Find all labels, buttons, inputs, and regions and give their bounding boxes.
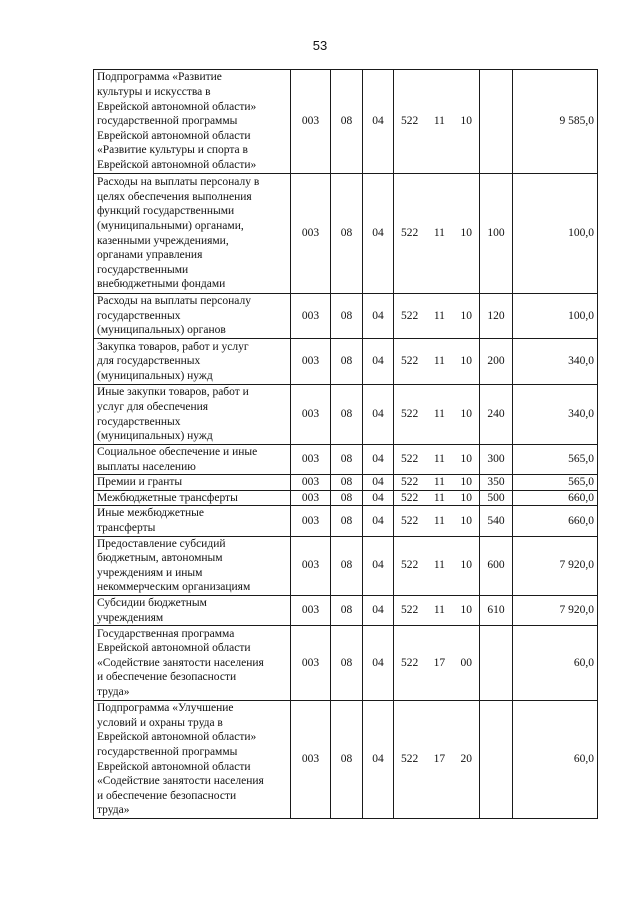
subsection-code-cell: 04	[363, 385, 394, 445]
target-article-part-1: 522	[401, 408, 419, 421]
table-row	[94, 506, 598, 536]
target-article-part-2: 11	[433, 491, 445, 504]
expense-name-cell: Межбюджетные трансферты	[94, 490, 291, 506]
target-article-part-3: 00	[460, 656, 472, 669]
target-article-part-2: 11	[433, 559, 445, 572]
grbs-code-cell: 003	[291, 339, 331, 385]
target-article-part-3: 10	[460, 604, 472, 617]
page-number: 53	[312, 38, 328, 53]
table-row	[94, 626, 598, 701]
expense-name-cell: Иные закупки товаров, работ и услуг для обеспечения государственных (муниципальных) нужд	[94, 385, 291, 445]
section-code-cell: 08	[331, 536, 363, 595]
expense-name-cell: Премии и гранты	[94, 475, 291, 491]
target-article-part-2: 17	[433, 753, 446, 766]
table-row	[94, 174, 598, 294]
expense-type-cell: 240	[480, 385, 513, 445]
target-article-part-2: 11	[433, 453, 445, 466]
target-article-cell	[394, 385, 480, 445]
expense-name-cell: Расходы на выплаты персоналу государственных (муниципальных) органов	[94, 294, 291, 339]
table-row	[94, 70, 598, 174]
subsection-code-cell: 04	[363, 174, 394, 294]
grbs-code-cell: 003	[291, 536, 331, 595]
target-article-part-2: 11	[433, 227, 445, 240]
expense-type-cell	[480, 626, 513, 701]
target-article-part-2: 11	[433, 514, 445, 527]
table-row	[94, 536, 598, 595]
expense-type-cell: 120	[480, 294, 513, 339]
target-article-part-2: 11	[433, 604, 445, 617]
expense-type-cell	[480, 701, 513, 819]
target-article-part-2: 11	[433, 355, 445, 368]
subsection-code-cell: 04	[363, 445, 394, 475]
expense-type-cell: 500	[480, 490, 513, 506]
table-row	[94, 445, 598, 475]
table-row	[94, 475, 598, 491]
target-article-cell	[394, 595, 480, 625]
amount-cell: 100,0	[513, 174, 598, 294]
expense-type-cell: 540	[480, 506, 513, 536]
target-article-part-1: 522	[401, 227, 419, 240]
section-code-cell: 08	[331, 506, 363, 536]
subsection-code-cell: 04	[363, 701, 394, 819]
section-code-cell: 08	[331, 475, 363, 491]
expense-type-cell: 200	[480, 339, 513, 385]
expense-name-cell: Социальное обеспечение и иные выплаты населению	[94, 445, 291, 475]
grbs-code-cell: 003	[291, 506, 331, 536]
amount-cell: 565,0	[513, 445, 598, 475]
target-article-part-1: 522	[401, 476, 419, 489]
table-row	[94, 490, 598, 506]
grbs-code-cell: 003	[291, 294, 331, 339]
target-article-part-2: 17	[433, 656, 446, 669]
subsection-code-cell: 04	[363, 506, 394, 536]
target-article-part-2: 11	[433, 408, 445, 421]
target-article-cell	[394, 506, 480, 536]
target-article-part-3: 10	[460, 491, 472, 504]
section-code-cell: 08	[331, 490, 363, 506]
target-article-part-2: 11	[433, 115, 445, 128]
target-article-cell	[394, 445, 480, 475]
expense-type-cell: 350	[480, 475, 513, 491]
target-article-part-1: 522	[401, 309, 419, 322]
expense-type-cell: 100	[480, 174, 513, 294]
table-body	[94, 70, 598, 819]
target-article-part-3: 10	[460, 476, 472, 489]
subsection-code-cell: 04	[363, 490, 394, 506]
amount-cell: 60,0	[513, 701, 598, 819]
section-code-cell: 08	[331, 445, 363, 475]
amount-cell: 565,0	[513, 475, 598, 491]
expense-name-cell: Расходы на выплаты персоналу в целях обеспечения выполнения функций государственными (муниципальными) органами, казенными учреждениями, органами управления государственными внебюджетными фондами	[94, 174, 291, 294]
grbs-code-cell: 003	[291, 475, 331, 491]
target-article-cell	[394, 339, 480, 385]
target-article-part-3: 10	[460, 115, 472, 128]
table-row	[94, 339, 598, 385]
target-article-part-1: 522	[401, 559, 419, 572]
target-article-part-3: 20	[460, 753, 472, 766]
amount-cell: 100,0	[513, 294, 598, 339]
section-code-cell: 08	[331, 294, 363, 339]
subsection-code-cell: 04	[363, 536, 394, 595]
target-article-cell	[394, 174, 480, 294]
expense-type-cell	[480, 70, 513, 174]
target-article-part-1: 522	[401, 453, 419, 466]
section-code-cell: 08	[331, 595, 363, 625]
target-article-part-3: 10	[460, 514, 472, 527]
subsection-code-cell: 04	[363, 475, 394, 491]
expense-name-cell: Подпрограмма «Улучшение условий и охраны труда в Еврейской автономной области» государственной программы Еврейской автономной области «Содействие занятости населения и обеспечение безопасности труда»	[94, 701, 291, 819]
grbs-code-cell: 003	[291, 701, 331, 819]
target-article-part-1: 522	[401, 656, 419, 669]
target-article-part-1: 522	[401, 115, 419, 128]
expense-name-cell: Государственная программа Еврейской автономной области «Содействие занятости населения и обеспечение безопасности труда»	[94, 626, 291, 701]
table-row	[94, 595, 598, 625]
grbs-code-cell: 003	[291, 445, 331, 475]
amount-cell: 660,0	[513, 506, 598, 536]
subsection-code-cell: 04	[363, 339, 394, 385]
amount-cell: 340,0	[513, 339, 598, 385]
target-article-cell	[394, 701, 480, 819]
subsection-code-cell: 04	[363, 70, 394, 174]
amount-cell: 7 920,0	[513, 536, 598, 595]
amount-cell: 660,0	[513, 490, 598, 506]
grbs-code-cell: 003	[291, 70, 331, 174]
expense-type-cell: 300	[480, 445, 513, 475]
target-article-part-1: 522	[401, 514, 419, 527]
target-article-part-3: 10	[460, 559, 472, 572]
section-code-cell: 08	[331, 385, 363, 445]
section-code-cell: 08	[331, 70, 363, 174]
target-article-part-3: 10	[460, 355, 472, 368]
table-row	[94, 294, 598, 339]
target-article-part-3: 10	[460, 227, 472, 240]
target-article-part-3: 10	[460, 453, 472, 466]
amount-cell: 60,0	[513, 626, 598, 701]
target-article-cell	[394, 536, 480, 595]
target-article-part-2: 11	[433, 309, 445, 322]
table-row	[94, 385, 598, 445]
section-code-cell: 08	[331, 339, 363, 385]
target-article-cell	[394, 70, 480, 174]
grbs-code-cell: 003	[291, 385, 331, 445]
table-row	[94, 701, 598, 819]
target-article-cell	[394, 475, 480, 491]
expense-name-cell: Подпрограмма «Развитие культуры и искусства в Еврейской автономной области» государственной программы Еврейской автономной области «Развитие культуры и спорта в Еврейской автономной области»	[94, 70, 291, 174]
budget-table	[93, 69, 598, 819]
target-article-part-3: 10	[460, 309, 472, 322]
target-article-part-1: 522	[401, 491, 419, 504]
target-article-part-1: 522	[401, 753, 419, 766]
grbs-code-cell: 003	[291, 626, 331, 701]
section-code-cell: 08	[331, 174, 363, 294]
target-article-part-1: 522	[401, 355, 419, 368]
subsection-code-cell: 04	[363, 595, 394, 625]
expense-name-cell: Закупка товаров, работ и услуг для государственных (муниципальных) нужд	[94, 339, 291, 385]
grbs-code-cell: 003	[291, 174, 331, 294]
target-article-part-1: 522	[401, 604, 419, 617]
target-article-part-2: 11	[433, 476, 445, 489]
expense-type-cell: 610	[480, 595, 513, 625]
section-code-cell: 08	[331, 701, 363, 819]
expense-name-cell: Субсидии бюджетным учреждениям	[94, 595, 291, 625]
amount-cell: 340,0	[513, 385, 598, 445]
grbs-code-cell: 003	[291, 490, 331, 506]
grbs-code-cell: 003	[291, 595, 331, 625]
target-article-cell	[394, 490, 480, 506]
expense-name-cell: Предоставление субсидий бюджетным, автономным учреждениям и иным некоммерческим организациям	[94, 536, 291, 595]
subsection-code-cell: 04	[363, 626, 394, 701]
expense-name-cell: Иные межбюджетные трансферты	[94, 506, 291, 536]
subsection-code-cell: 04	[363, 294, 394, 339]
target-article-cell	[394, 294, 480, 339]
target-article-part-3: 10	[460, 408, 472, 421]
expense-type-cell: 600	[480, 536, 513, 595]
target-article-cell	[394, 626, 480, 701]
section-code-cell: 08	[331, 626, 363, 701]
amount-cell: 7 920,0	[513, 595, 598, 625]
amount-cell: 9 585,0	[513, 70, 598, 174]
